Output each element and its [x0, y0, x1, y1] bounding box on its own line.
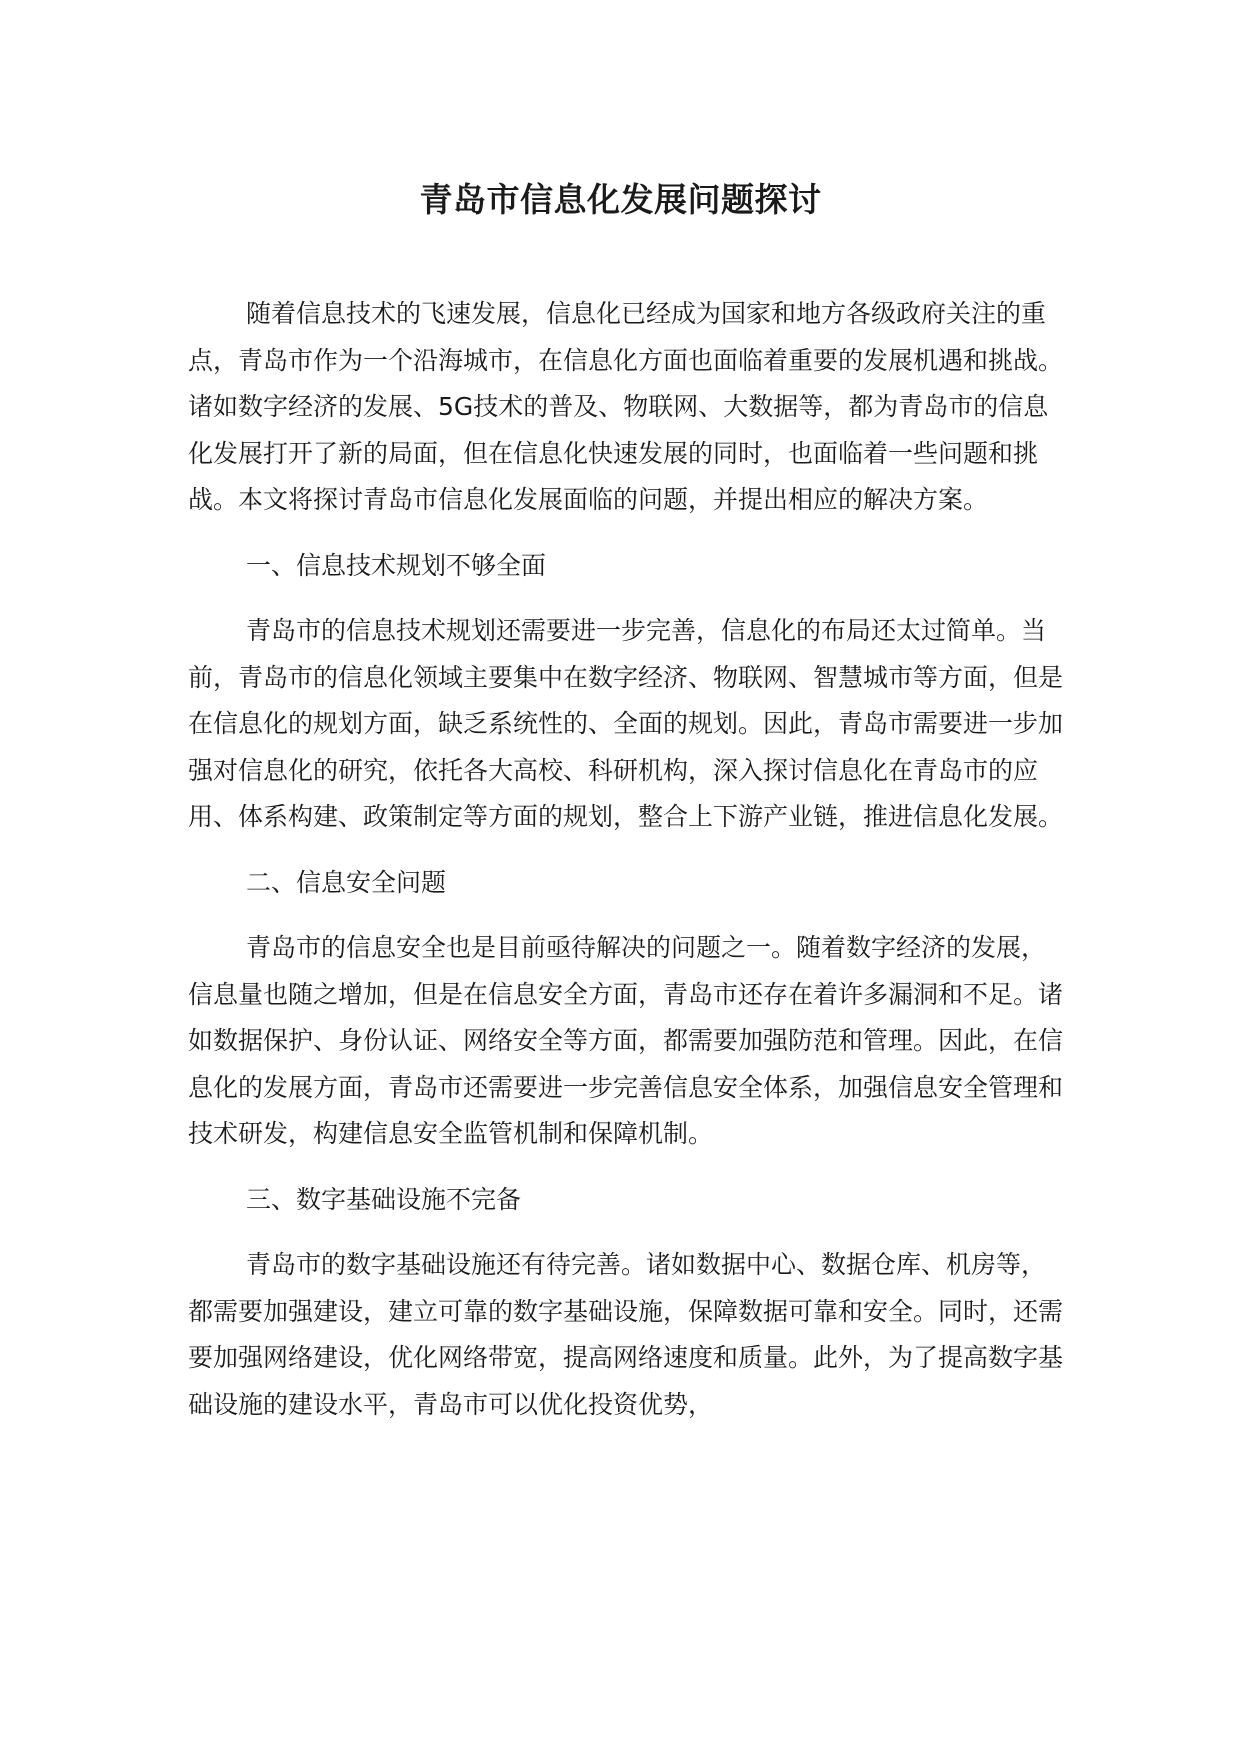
section-heading-3: 三、数字基础设施不完备 — [246, 1184, 522, 1214]
section-heading-2: 二、信息安全问题 — [246, 867, 447, 897]
section-heading-1: 一、信息技术规划不够全面 — [246, 550, 547, 580]
intro-paragraph: 随着信息技术的飞速发展，信息化已经成为国家和地方各级政府关注的重点，青岛市作为一个沿海城市，在信息化方面也面临着重要的发展机遇和挑战。诸如数字经济的发展、5G技术的普及、物联网、大数据等，都为青岛市的信息化发展打开了新的局面，但在信息化快速发展的同时，也面临着一些问题和挑战。本文将探讨青岛市信息化发展面临的问题，并提出相应的解决方案。 — [188, 299, 1064, 514]
section-body-3: 青岛市的数字基础设施还有待完善。诸如数据中心、数据仓库、机房等，都需要加强建设，建立可靠的数字基础设施，保障数据可靠和安全。同时，还需要加强网络建设，优化网络带宽，提高网络速度和质量。此外，为了提高数字基础设施的建设水平，青岛市可以优化投资优势， — [188, 1250, 1064, 1419]
section-body-2: 青岛市的信息安全也是目前亟待解决的问题之一。随着数字经济的发展，信息量也随之增加，但是在信息安全方面，青岛市还存在着许多漏洞和不足。诸如数据保护、身份认证、网络安全等方面，都需要加强防范和管理。因此，在信息化的发展方面，青岛市还需要进一步完善信息安全体系，加强信息安全管理和技术研发，构建信息安全监管机制和保障机制。 — [188, 933, 1064, 1148]
document-body — [188, 291, 1068, 1447]
document-title: 青岛市信息化发展问题探讨 — [419, 180, 822, 219]
section-body-1: 青岛市的信息技术规划还需要进一步完善，信息化的布局还太过简单。当前，青岛市的信息化领域主要集中在数字经济、物联网、智慧城市等方面，但是在信息化的规划方面，缺乏系统性的、全面的规划。因此，青岛市需要进一步加强对信息化的研究，依托各大高校、科研机构，深入探讨信息化在青岛市的应用、体系构建、政策制定等方面的规划，整合上下游产业链，推进信息化发展。 — [188, 616, 1064, 831]
